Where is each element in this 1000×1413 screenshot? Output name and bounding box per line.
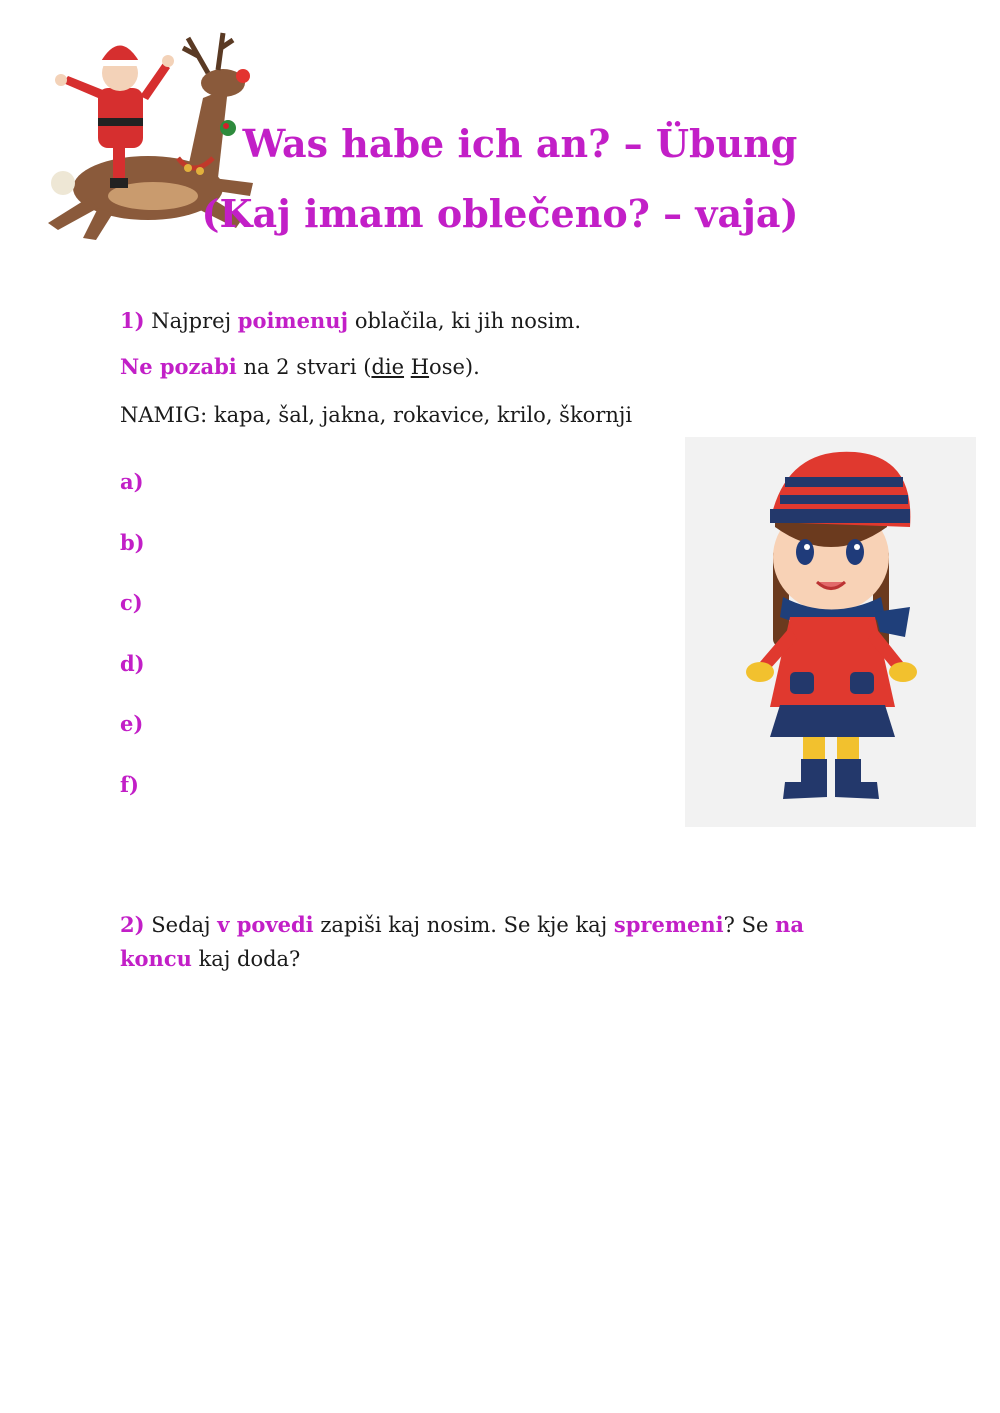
winter-girl-svg: [685, 437, 976, 827]
task2-t1: Sedaj: [151, 913, 211, 937]
reminder-text: na 2 stvari (: [243, 355, 372, 379]
task1-number: 1): [120, 308, 145, 333]
reminder-highlight: Ne pozabi: [120, 354, 237, 379]
task2-instruction: [120, 908, 880, 976]
answer-label-f: f): [120, 772, 139, 797]
task2-h1: v povedi: [217, 912, 314, 937]
task2-number: 2): [120, 912, 145, 937]
hint-line: NAMIG: kapa, šal, jakna, rokavice, krilo, škornji: [120, 403, 633, 427]
answer-label-a: a): [120, 469, 144, 494]
answer-label-c: c): [120, 590, 143, 615]
task1-text-a: Najprej: [151, 309, 232, 333]
task2-t4: kaj doda?: [198, 947, 301, 971]
answer-label-b: b): [120, 530, 145, 555]
winter-girl-illustration: [685, 437, 976, 827]
reminder-rest: ose).: [429, 355, 480, 379]
task1-instruction: [120, 306, 581, 336]
reminder-article: die: [371, 355, 405, 379]
answer-label-e: e): [120, 711, 144, 736]
task2-h2: spremeni: [613, 912, 724, 937]
task2-t3: ? Se: [723, 913, 769, 937]
task1-reminder: [120, 352, 480, 382]
task2-t2: zapiši kaj nosim. Se kje kaj: [320, 913, 608, 937]
reminder-capital: H: [410, 355, 430, 379]
task1-text-b: oblačila, ki jih nosim.: [354, 309, 582, 333]
title-german: Was habe ich an? – Übung: [242, 121, 798, 166]
task2-h3: na koncu: [120, 912, 804, 971]
task1-highlight: poimenuj: [237, 308, 349, 333]
title-slovene: (Kaj imam oblečeno? – vaja): [201, 191, 799, 236]
answer-label-d: d): [120, 651, 145, 676]
